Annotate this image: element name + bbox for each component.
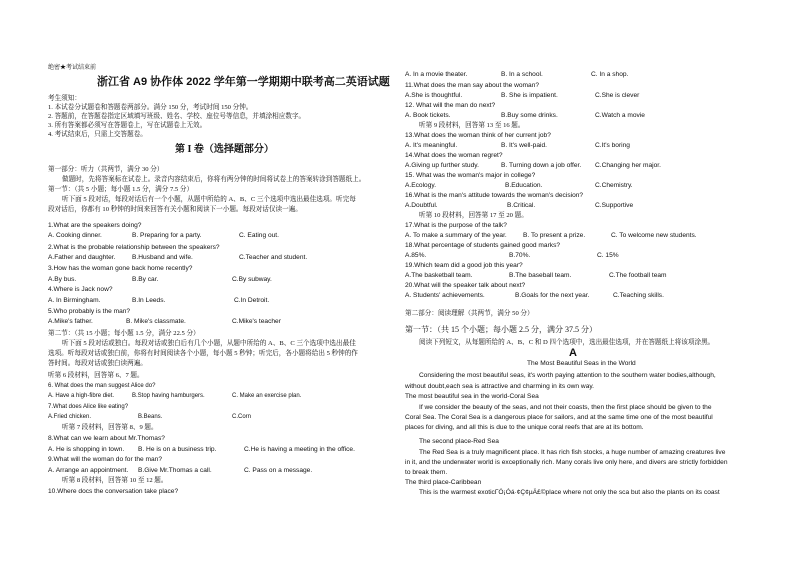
option-b: B. She is impatient. — [501, 92, 558, 99]
option-c: C. Pass on a message. — [244, 467, 313, 474]
notice-heading: 考生须知： — [48, 95, 81, 102]
option-b: B. In a school. — [501, 71, 543, 78]
option-a: A.Giving up further study. — [405, 162, 479, 169]
question-7: 7.What does Alice like eating? — [48, 404, 129, 410]
question-3: 3.How has the woman gone back home recently? — [48, 265, 193, 272]
option-c: C.The football team — [609, 272, 667, 279]
option-c: C.By subway. — [232, 276, 272, 283]
option-b: B.70%. — [509, 252, 531, 259]
notice-item: 3. 所有答案都必须写在答题卷上，写在试题卷上无效。 — [48, 122, 207, 129]
question-10: 10.Where docs the conversation take place? — [48, 488, 179, 495]
notice-item: 4. 考试结束后，只需上交答题卷。 — [48, 131, 147, 138]
listen-instruction: 听第 9 段材料，回答第 13 至 16 题。 — [419, 122, 525, 129]
question-13: 13.What does the woman think of her current job? — [405, 132, 551, 139]
option-c: C.She is clever — [595, 92, 640, 99]
option-a: A. In a movie theater. — [405, 71, 468, 78]
option-b: B.Stop having hamburgers. — [132, 393, 205, 399]
option-b: B. Mike's classmate. — [126, 318, 186, 325]
option-a: A.The basketball team. — [405, 272, 473, 279]
question-20: 20.What will the speaker talk about next? — [405, 282, 526, 289]
option-a: A. To make a summary of the year. — [405, 232, 507, 239]
option-a: A. Students' achievements. — [405, 292, 485, 299]
option-a: A. He is shopping in town. — [48, 446, 125, 453]
passage-line: Considering the most beautiful seas, it's worth paying attention to the southern water bodies,although, — [419, 372, 716, 379]
passage-line: The Red Sea is a truly magnificent place. It has rich fish stocks, a huge number of amazing creatures live — [419, 449, 726, 456]
option-b: B. Preparing for a party. — [132, 232, 202, 239]
option-b: B. Turning down a job offer. — [501, 162, 582, 169]
listen-instruction: 听第 6 段材料，回答第 6、7 题。 — [48, 372, 144, 379]
part-heading: 第一部分：听力（共两节，满分 30 分） — [48, 166, 164, 173]
question-15: 15. What was the woman's major in college? — [405, 172, 536, 179]
question-1: 1.What are the speakers doing? — [48, 222, 142, 229]
option-c: C.Changing her major. — [595, 162, 661, 169]
option-c: C. Make an exercise plan. — [232, 393, 302, 399]
passage-subheading: The second place-Red Sea — [419, 438, 499, 445]
section-heading: 第二节：（共 15 小题；每小题 1.5 分，满分 22.5 分） — [48, 330, 200, 337]
listen-instruction: 听第 7 段材料，回答第 8、9 题。 — [62, 424, 158, 431]
option-a: A.Father and daughter. — [48, 254, 116, 261]
option-a: A. Have a high-fibre diet. — [48, 393, 115, 399]
listen-instruction: 听第 10 段材料，回答第 17 至 20 题。 — [419, 212, 528, 219]
option-a: A. Book tickets. — [405, 112, 451, 119]
passage-line: in it, and the underwater world is exceptionally rich. Many corals live only here, and divers are strictly forbidden — [405, 459, 728, 466]
option-b: B.Goals for the next year. — [515, 292, 590, 299]
passage-line: Coral Sea. The Coral Sea is a dangerous place for sailors, and at the same time one of the most beautiful — [405, 414, 713, 421]
option-c: C.Teaching skills. — [613, 292, 664, 299]
question-5: 5.Who probably is the man? — [48, 308, 131, 315]
page-title: 浙江省 A9 协作体 2022 学年第一学期期中联考高二英语试题 — [97, 76, 390, 88]
passage-line: places for diving, and all this is due to the unique coral reefs that are at its bottom. — [405, 424, 644, 431]
option-b: B. To present a prize. — [523, 232, 586, 239]
passage-line: If we consider the beauty of the seas, and not their coasts, then the first place should be given to the — [419, 404, 712, 411]
question-4: 4.Where is Jack now? — [48, 286, 113, 293]
right-column — [397, 0, 794, 561]
option-a: A. Arrange an appointment. — [48, 467, 129, 474]
question-19: 19.Which team did a good job this year? — [405, 262, 523, 269]
option-a: A. In Birmingham. — [48, 297, 101, 304]
option-a: A.85%. — [405, 252, 427, 259]
question-6: 6. What does the man suggest Alice do? — [48, 383, 156, 389]
part-heading: 第二部分：阅读理解（共两节，满分 50 分） — [405, 310, 534, 317]
question-17: 17.What is the purpose of the talk? — [405, 222, 507, 229]
volume-heading: 第 I 卷（选择题部分） — [175, 144, 274, 155]
option-c: C. Eating out. — [239, 232, 279, 239]
passage-line: to break them. — [405, 469, 448, 476]
instruction-line: 段对话后，你都有 10 秒钟的时间来回答有关小题和阅读下一小题。每段对话仅读一遍。 — [48, 206, 302, 213]
option-c: C. In a shop. — [591, 71, 629, 78]
secret-mark: 绝密★考试结束前 — [48, 65, 97, 71]
option-b: B.Give Mr.Thomas a call. — [138, 467, 212, 474]
question-11: 11.What does the man say about the woman? — [405, 82, 540, 89]
passage-line: without doubt,each sea is attractive and charming in its own way. — [405, 383, 594, 390]
instruction-line: 阅读下列短文，从每题所给的 A、B、C 和 D 四个选项中，选出最佳选项，并在答题纸上将该项涂黑。 — [419, 339, 715, 346]
question-9: 9.What will the woman do for the man? — [48, 456, 162, 463]
option-a: A.By bus. — [48, 276, 77, 283]
option-b: B.Buy some drinks. — [501, 112, 558, 119]
option-a: A.Mike's father. — [48, 318, 93, 325]
option-a: A.Doubtful. — [405, 202, 438, 209]
question-8: 8.What can we learn about Mr.Thomas? — [48, 435, 165, 442]
passage-subheading: The third place-Caribbean — [405, 479, 482, 486]
option-b: B.Beans. — [138, 414, 163, 420]
option-a: A.She is thoughtful. — [405, 92, 463, 99]
section-heading: 第一节：（共 15 个小题；每小题 2.5 分，满分 37.5 分） — [405, 325, 597, 334]
question-16: 16.What is the man's attitude towards the woman's decision? — [405, 192, 584, 199]
option-c: C.He is having a meeting in the office. — [244, 446, 355, 453]
option-c: C.In Detroit. — [234, 297, 270, 304]
question-14: 14.What does the woman regret? — [405, 152, 503, 159]
option-a: A. It's meaningful. — [405, 142, 458, 149]
option-c: C. To welcome new students. — [611, 232, 697, 239]
option-c: C.Mike's teacher — [232, 318, 281, 325]
question-2: 2.What is the probable relationship between the speakers? — [48, 244, 220, 251]
option-c: C. 15% — [597, 252, 619, 259]
option-b: B.The baseball team. — [509, 272, 572, 279]
listen-instruction: 听第 8 段材料，回答第 10 至 12 题。 — [62, 477, 168, 484]
option-b: B.Critical. — [507, 202, 536, 209]
option-a: A.Ecology. — [405, 182, 437, 189]
option-c: C.Watch a movie — [595, 112, 645, 119]
option-c: C.Corn — [232, 414, 252, 420]
passage-label: A — [569, 347, 577, 359]
instruction-line: 做题时，先将答案标在试卷上。录音内容结束后，你将有两分钟的时间将试卷上的答案转涂到答题纸上。 — [62, 176, 366, 183]
question-18: 18.What percentage of students gained good marks? — [405, 242, 561, 249]
option-c: C.It's boring — [595, 142, 630, 149]
option-a: A.Fried chicken. — [48, 414, 92, 420]
option-c: C.Teacher and student. — [239, 254, 308, 261]
notice-item: 1. 本试卷分试题卷和答题卷两部分。满分 150 分，考试时间 150 分钟。 — [48, 104, 253, 111]
instruction-line: 答时间。每段对话或独白读两遍。 — [48, 360, 147, 367]
passage-line: This is the warmest exoticГÓ¡Óá·¢Ç¢µÄ£©place where not only the sca but also the plants on its coast — [419, 489, 720, 496]
option-a: A. Cooking dinner. — [48, 232, 102, 239]
question-12: 12. What will the man do next? — [405, 102, 496, 109]
option-b: B.Education. — [505, 182, 543, 189]
instruction-line: 听下面 5 段对话或独白。每段对话或独白后有几个小题，从题中所给的 A、B、C 三个选项中选出最佳 — [62, 340, 356, 347]
option-b: B. It's well-paid. — [501, 142, 547, 149]
option-b: B. He is on a business trip. — [138, 446, 217, 453]
option-c: C.Supportive — [595, 202, 634, 209]
option-b: B.Husband and wife. — [132, 254, 193, 261]
instruction-line: 选项。听每段对话或独白前，你将有时间阅读各个小题，每小题 5 秒钟；听完后，各小题将给出 5 秒钟的作 — [48, 350, 358, 357]
passage-subheading: The most beautiful sea in the world-Coral Sea — [405, 393, 539, 400]
section-heading: 第一节：（共 5 小题；每小题 1.5 分，满分 7.5 分） — [48, 186, 194, 193]
notice-item: 2. 答题前，在答题卷指定区域填写班级、姓名、学校、座位号等信息，并填涂相应数字。 — [48, 113, 306, 120]
option-b: B.In Leeds. — [132, 297, 166, 304]
instruction-line: 听下面 5 段对话，每段对话后有一个小题，从题中所给的 A、B、C 三个选项中选出最佳选项。听完每 — [62, 196, 356, 203]
option-b: B.By car. — [132, 276, 159, 283]
passage-title: The Most Beautiful Seas in the World — [527, 360, 636, 367]
option-c: C.Chemistry. — [595, 182, 633, 189]
